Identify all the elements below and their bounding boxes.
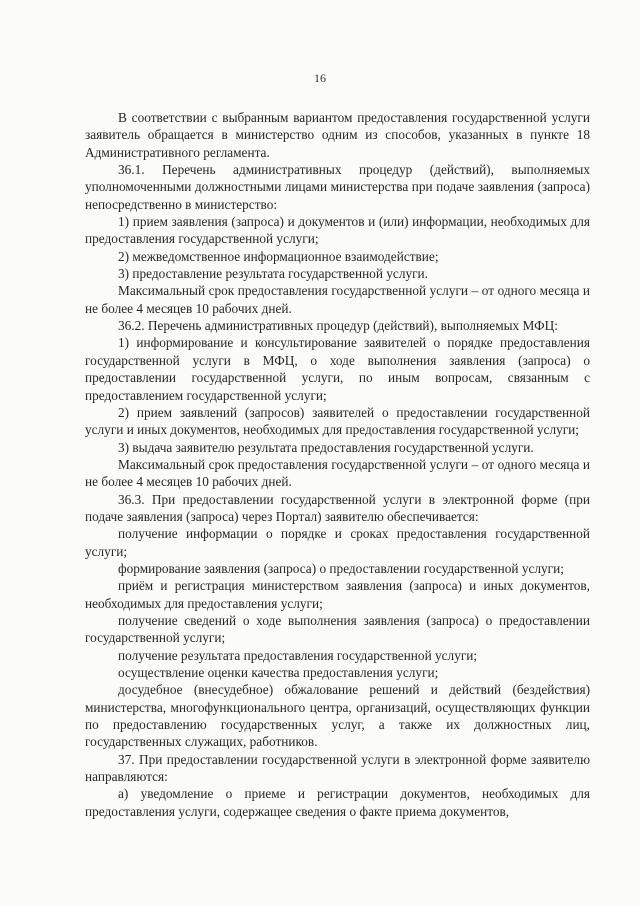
list-item-36-3-info: получение информации о порядке и сроках предоставления государственной услуги; [85, 526, 590, 559]
list-item-36-3-appeal: досудебное (внесудебное) обжалование решений и действий (бездействия) министерства, многофункционального центра, организаций, осуществляющих функции по предоставлению государственных услуг, а также их должностных лиц, государственных служащих, работников. [85, 682, 590, 750]
list-item-36-3-form: формирование заявления (запроса) о предоставлении государственной услуги; [118, 560, 564, 576]
paragraph-36-2: 36.2. Перечень административных процедур (действий), выполняемых МФЦ: [118, 318, 558, 334]
paragraph-max-term-1: Максимальный срок предоставления государственной услуги – от одного месяца и не более 4 месяцев 10 рабочих дней. [85, 283, 590, 316]
document-body [85, 109, 590, 820]
list-item-36-3-status: получение сведений о ходе выполнения заявления (запроса) о предоставлении государственной услуги; [85, 612, 590, 646]
list-item-36-3-quality: осуществление оценки качества предоставления услуги; [118, 665, 439, 680]
list-item-36-3-result: получение результата предоставления государственной услуги; [118, 647, 478, 663]
list-item-36-2-3: 3) выдача заявителю результата предоставления государственной услуги. [118, 439, 534, 455]
list-item-36-3-registration: приём и регистрация министерством заявления (запроса) и иных документов, необходимых для предоставления услуги; [85, 578, 590, 611]
paragraph-36-3: 36.3. При предоставлении государственной услуги в электронной форме (при подаче заявления (запроса) через Портал) заявителю обеспечивается: [85, 491, 590, 524]
list-item-36-2-2: 2) прием заявлений (запросов) заявителей о предоставлении государственной услуги и иных документов, необходимых для предоставления государственной услуги; [85, 404, 590, 438]
paragraph-intro: В соответствии с выбранным вариантом предоставления государственной услуги заявитель обращается в министерство одним из способов, указанных в пункте 18 Административного регламента. [85, 110, 590, 160]
list-item-36-1-3: 3) предоставление результата государственной услуги. [118, 266, 429, 282]
list-item-36-1-1: 1) прием заявления (запроса) и документов и (или) информации, необходимых для предоставления государственной услуги; [85, 214, 590, 247]
list-item-36-2-1: 1) информирование и консультирование заявителей о порядке предоставления государственной услуги в МФЦ, о ходе выполнения заявления (запроса) о предоставлении государственной услуги, по иным вопросам, связанным с предоставлением государственной услуги; [85, 335, 590, 403]
list-item-36-1-2: 2) межведомственное информационное взаимодействие; [118, 248, 439, 264]
paragraph-37: 37. При предоставлении государственной услуги в электронной форме заявителю направляются: [85, 751, 590, 785]
paragraph-36-1: 36.1. Перечень административных процедур (действий), выполняемых уполномоченными должностными лицами министерства при подаче заявления (запроса) непосредственно в министерство: [85, 162, 590, 212]
list-item-37-a: а) уведомление о приеме и регистрации документов, необходимых для предоставления услуги, содержащее сведения о факте приема документов, [85, 786, 590, 819]
paragraph-max-term-2: Максимальный срок предоставления государственной услуги – от одного месяца и не более 4 месяцев 10 рабочих дней. [85, 456, 590, 490]
page-number: 16 [314, 71, 326, 85]
